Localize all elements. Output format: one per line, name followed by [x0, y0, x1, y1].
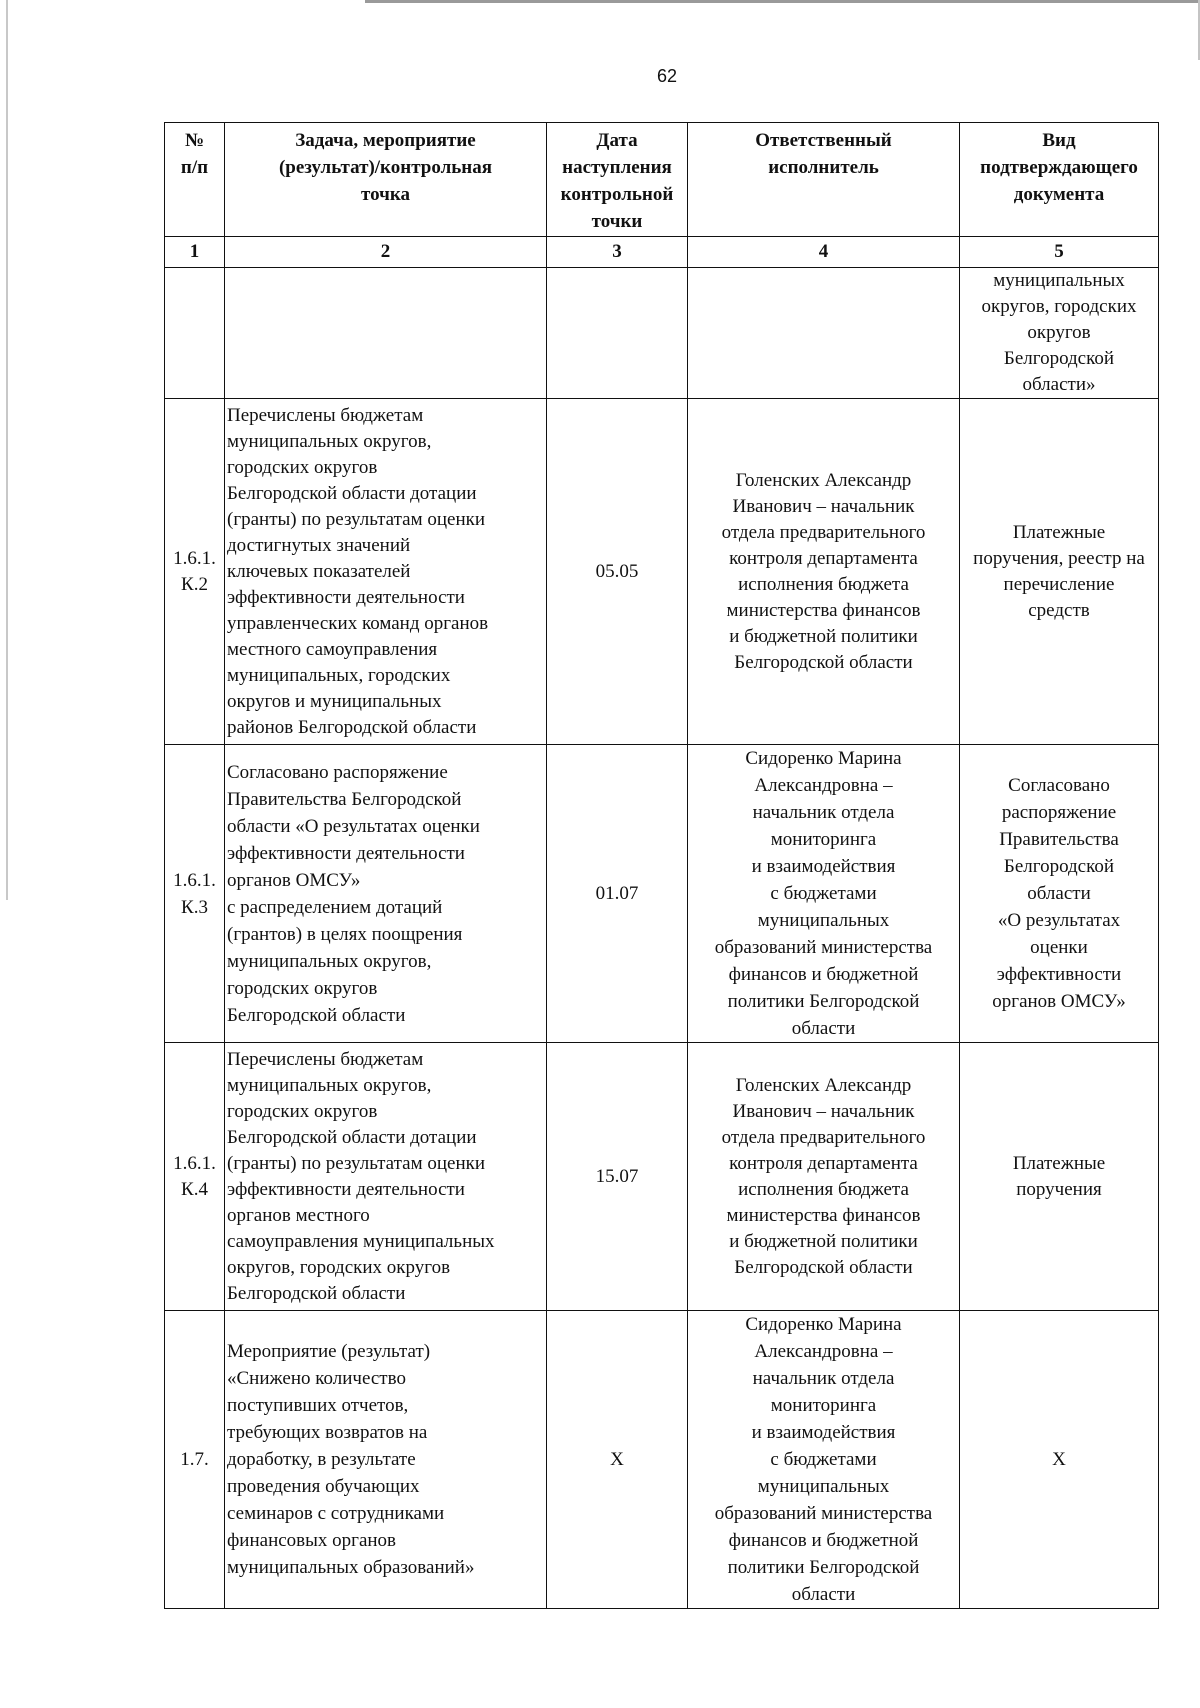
- header-number: № п/п: [165, 123, 225, 237]
- row-document: Согласовано распоряжение Правительства Белгородской области «О результатах оценки эффективности органов ОМСУ»: [960, 745, 1159, 1043]
- header-responsible: Ответственный исполнитель: [688, 123, 960, 237]
- header-document: Вид подтверждающего документа: [960, 123, 1159, 237]
- row-responsible: Сидоренко Марина Александровна – начальник отдела мониторинга и взаимодействия с бюджетами муниципальных образований министерства финансов и бюджетной политики Белгородской области: [688, 745, 960, 1043]
- row-task: Перечислены бюджетам муниципальных округов, городских округов Белгородской области дотации (гранты) по результатам оценки эффективности деятельности органов местного самоуправления муниципальных округов, городских округов Белгородской области: [225, 1043, 547, 1311]
- row-number: 1.6.1. К.3: [165, 745, 225, 1043]
- scan-edge-top: [365, 0, 1200, 3]
- row-date: [547, 268, 688, 399]
- table-header-row: [165, 123, 1159, 237]
- row-date: Х: [547, 1311, 688, 1609]
- scan-edge-left: [6, 0, 8, 900]
- row-responsible: [688, 268, 960, 399]
- row-date: 05.05: [547, 399, 688, 745]
- row-number: [165, 268, 225, 399]
- row-date: 15.07: [547, 1043, 688, 1311]
- row-task: Согласовано распоряжение Правительства Белгородской области «О результатах оценки эффективности деятельности органов ОМСУ» с распределением дотаций (грантов) в целях поощрения муниципальных округов, городских округов Белгородской области: [225, 745, 547, 1043]
- column-number: 4: [688, 237, 960, 268]
- table-row: [165, 1043, 1159, 1311]
- row-responsible: Голенских Александр Иванович – начальник отдела предварительного контроля департамента исполнения бюджета министерства финансов и бюджетной политики Белгородской области: [688, 399, 960, 745]
- row-responsible: Сидоренко Марина Александровна – начальник отдела мониторинга и взаимодействия с бюджетами муниципальных образований министерства финансов и бюджетной политики Белгородской области: [688, 1311, 960, 1609]
- row-document: Платежные поручения: [960, 1043, 1159, 1311]
- column-number: 5: [960, 237, 1159, 268]
- row-task: Перечислены бюджетам муниципальных округов, городских округов Белгородской области дотации (гранты) по результатам оценки достигнутых значений ключевых показателей эффективности деятельности управленческих команд органов местного самоуправления муниципальных, городских округов и муниципальных районов Белгородской области: [225, 399, 547, 745]
- header-task: Задача, мероприятие (результат)/контрольная точка: [225, 123, 547, 237]
- row-number: 1.7.: [165, 1311, 225, 1609]
- row-document: муниципальных округов, городских округов Белгородской области»: [960, 268, 1159, 399]
- table-row: [165, 399, 1159, 745]
- table-row: [165, 268, 1159, 399]
- row-number: 1.6.1. К.2: [165, 399, 225, 745]
- header-date: Дата наступления контрольной точки: [547, 123, 688, 237]
- column-number: 3: [547, 237, 688, 268]
- control-points-table: [164, 122, 1159, 1609]
- row-document: Платежные поручения, реестр на перечисление средств: [960, 399, 1159, 745]
- column-number: 1: [165, 237, 225, 268]
- column-number: 2: [225, 237, 547, 268]
- table-row: [165, 1311, 1159, 1609]
- row-document: Х: [960, 1311, 1159, 1609]
- column-number-row: [165, 237, 1159, 268]
- page-number: 62: [656, 66, 678, 86]
- row-date: 01.07: [547, 745, 688, 1043]
- row-task: [225, 268, 547, 399]
- row-responsible: Голенских Александр Иванович – начальник отдела предварительного контроля департамента исполнения бюджета министерства финансов и бюджетной политики Белгородской области: [688, 1043, 960, 1311]
- row-number: 1.6.1. К.4: [165, 1043, 225, 1311]
- row-task: Мероприятие (результат) «Снижено количество поступивших отчетов, требующих возвратов на доработку, в результате проведения обучающих семинаров с сотрудниками финансовых органов муниципальных образований»: [225, 1311, 547, 1609]
- table-row: [165, 745, 1159, 1043]
